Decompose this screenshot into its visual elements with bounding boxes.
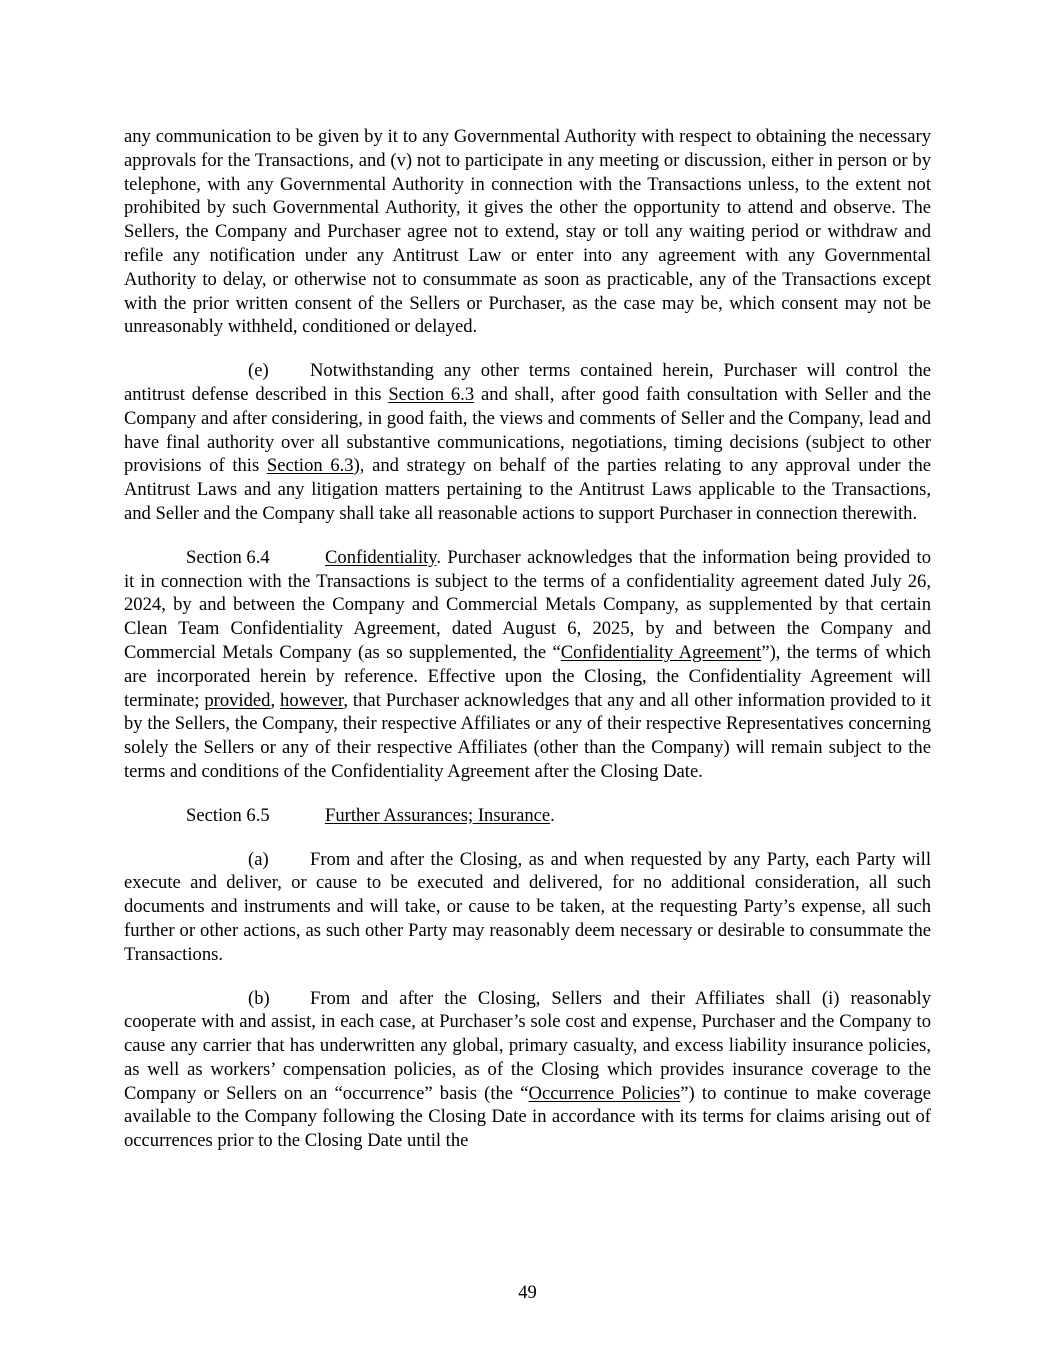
paragraph-text: any communication to be given by it to any Governmental Authority with respect to obtaining the necessary approvals for the Transactions, and (v) not to participate in any meeting or discussion, either in person or by telephone, with any Governmental Authority in connection with the Transactions unless, to the extent not prohibited by such Governmental Authority, it gives the other the opportunity to attend and observe. The Sellers, the Company and Purchaser agree not to extend, stay or toll any waiting period or withdraw and refile any notification under any Antitrust Law or enter into any agreement with any Governmental Authority to delay, or otherwise not to consummate as soon as practicable, any of the Transactions except with the prior written consent of the Sellers or Purchaser, as the case may be, which consent may not be unreasonably withheld, conditioned or delayed. [124, 126, 931, 338]
section-reference-6-3: Section 6.3 [266, 455, 354, 477]
clause-label-b: (b) [248, 987, 270, 1009]
paragraph-text: ), and strategy on behalf of the parties relating to any approval under the Antitrust Laws and any litigation matters pertaining to the Antitrust Laws applicable to the Transactions, and Seller and the Company shall take all reasonable actions to support Purchaser in connection therewith. [124, 455, 932, 524]
section-number: Section 6.5 [186, 804, 270, 826]
emphasis-provided: provided [204, 689, 271, 711]
paragraph-text: Notwithstanding any other terms contained herein, Purchaser will control the antitrust defense described in this [124, 360, 931, 405]
paragraph-text: . Purchaser acknowledges that the information being provided to it in connection with the Transactions is subject to the terms of a confidentiality agreement dated July 26, 2024, by and between the Company and Commercial Metals Company, as supplemented by that certain Clean Team Confidentiality Agreement, dated August 6, 2025, by and between the Company and Commercial Metals Company (as so supplemented, the “ [124, 546, 931, 663]
clause-label-e: (e) [248, 360, 269, 382]
paragraph-e [124, 359, 931, 526]
paragraph-b [124, 987, 931, 1154]
section-number: Section 6.4 [186, 546, 270, 568]
paragraph-continuation [124, 125, 931, 339]
defined-term: Occurrence Policies [528, 1082, 681, 1104]
document-body [124, 125, 931, 1153]
punctuation: . [550, 804, 555, 826]
emphasis-however: however [280, 689, 344, 711]
paragraph-text: and shall, after good faith consultation with Seller and the Company and after considering, in good faith, the views and comments of Seller and the Company, lead and have final authority over all substantive communications, negotiations, timing decisions (subject to other provisions of this [124, 383, 931, 477]
paragraph-text: ”), the terms of which are incorporated herein by reference. Effective upon the Closing, the Confidentiality Agreement will terminate; [124, 641, 931, 711]
paragraph-text: From and after the Closing, as and when requested by any Party, each Party will execute and deliver, or cause to be executed and delivered, for no additional consideration, all such documents and instruments and will take, or cause to be taken, at the requesting Party’s expense, all such further or other actions, as such other Party may reasonably deem necessary or desirable to consummate the Transactions. [124, 848, 931, 965]
clause-label-a: (a) [248, 848, 269, 870]
section-6-5 [124, 804, 931, 828]
section-6-4 [124, 546, 931, 784]
paragraph-text: , that Purchaser acknowledges that any and all other information provided to it by the Sellers, the Company, their respective Affiliates or any of their respective Representatives concerning solely the Sellers or any of their respective Affiliates (other than the Company) will remain subject to the terms and conditions of the Confidentiality Agreement after the Closing Date. [124, 689, 931, 782]
section-heading: Confidentiality [325, 546, 437, 568]
section-reference-6-3: Section 6.3 [388, 383, 475, 405]
paragraph-a [124, 848, 931, 967]
defined-term: Confidentiality Agreement [560, 641, 762, 663]
paragraph-text: From and after the Closing, Sellers and their Affiliates shall (i) reasonably cooperate with and assist, in each case, at Purchaser’s sole cost and expense, Purchaser and the Company to cause any carrier that has underwritten any global, primary casualty, and excess liability insurance policies, as well as workers’ compensation policies, as of the Closing which provides insurance coverage to the Company or Sellers on an “occurrence” basis (the “ [124, 987, 931, 1104]
punctuation: , [270, 689, 281, 711]
paragraph-text: ”) to continue to make coverage available to the Company following the Closing Date in accordance with its terms for claims arising out of occurrences prior to the Closing Date until the [124, 1082, 932, 1152]
page-number: 49 [518, 1282, 537, 1303]
section-heading: Further Assurances; Insurance [325, 804, 551, 826]
